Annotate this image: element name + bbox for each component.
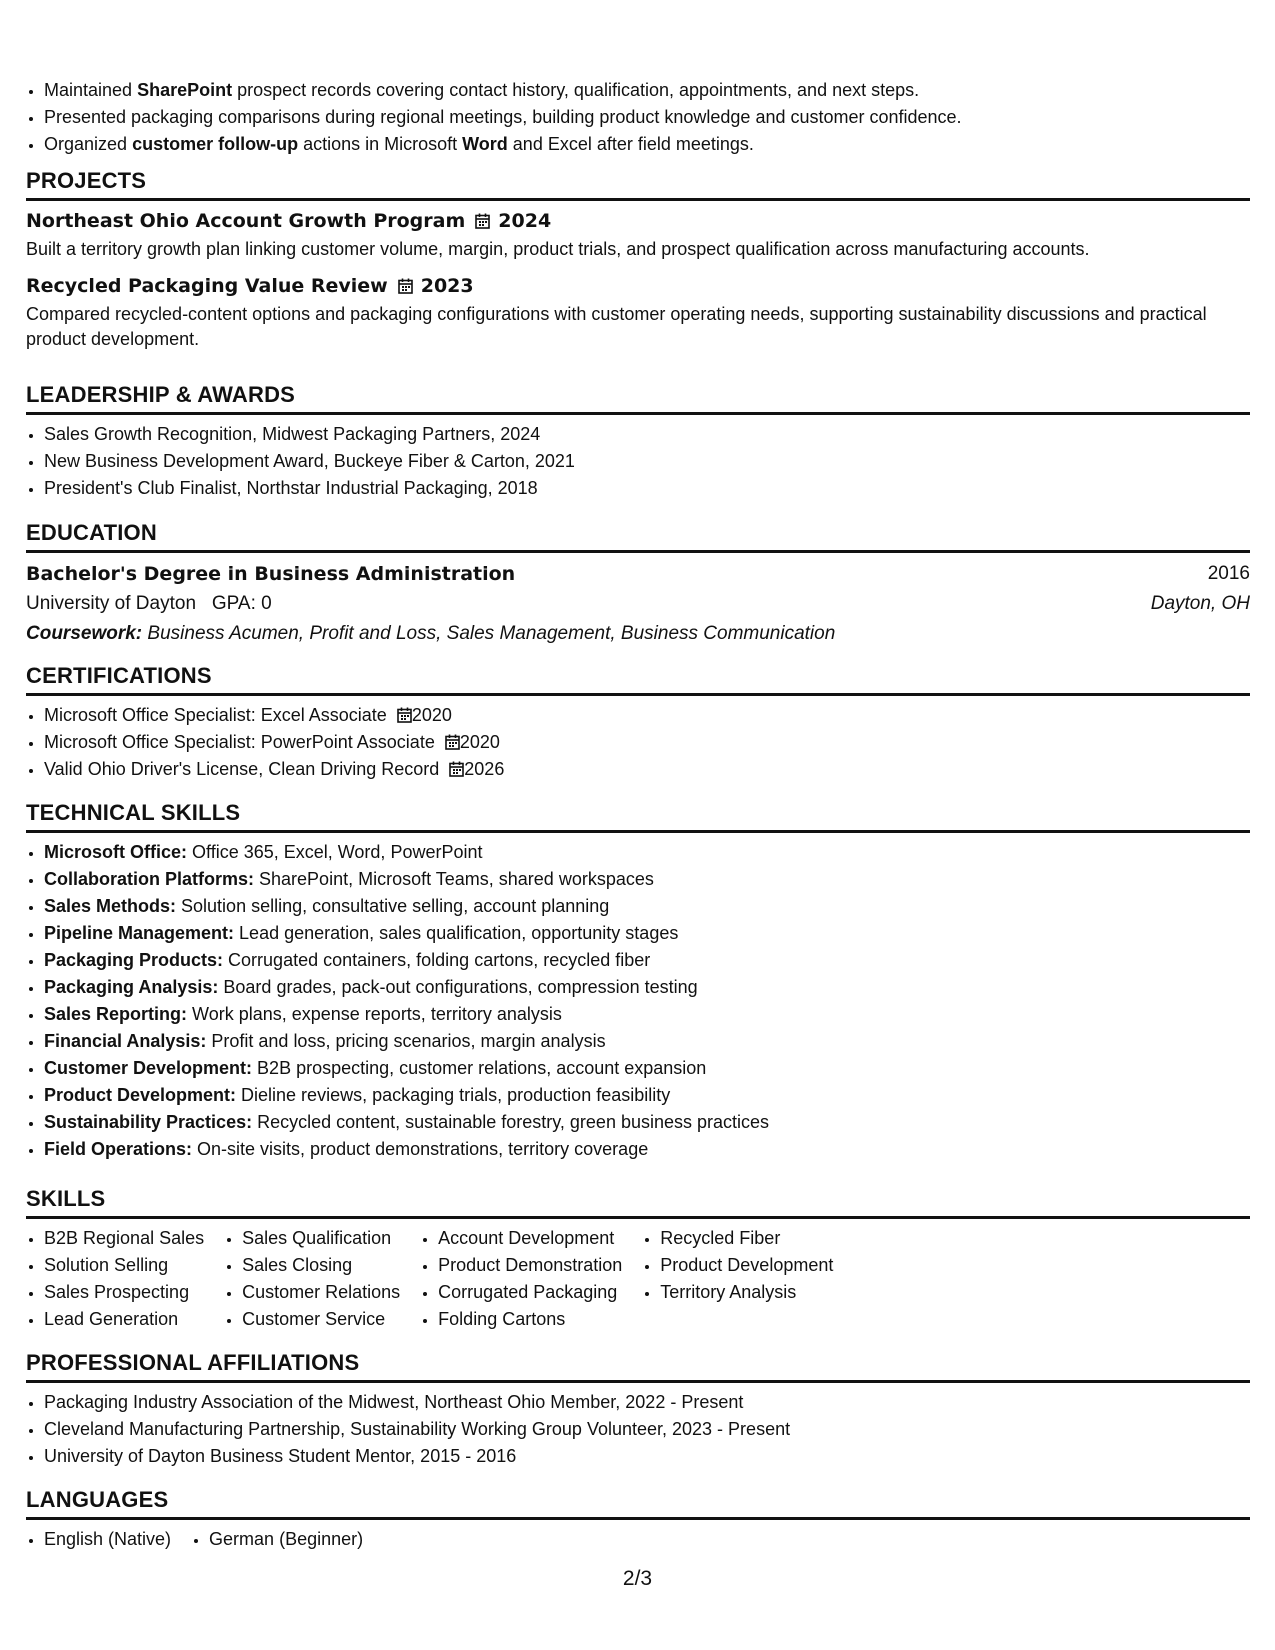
languages-section (26, 1485, 1250, 1553)
technical-skills-section (26, 798, 1250, 1163)
certifications-section (26, 661, 1250, 783)
list-item: • Customer Development: B2B prospecting, customer relations, account expansion (44, 1055, 1250, 1082)
education-section (26, 518, 1250, 649)
list-item: • Product Development: Dieline reviews, packaging trials, production feasibility (44, 1082, 1250, 1109)
education-degree-row (26, 559, 1250, 589)
section-title: PROFESSIONAL AFFILIATIONS (26, 1348, 1250, 1383)
list-item: • Account Development (438, 1225, 622, 1252)
page-number: 2/3 (622, 1567, 653, 1590)
calendar-icon (475, 213, 490, 229)
list-item: • Corrugated Packaging (438, 1279, 622, 1306)
section-title: PROJECTS (26, 166, 1250, 201)
list-item: • Packaging Industry Association of the Midwest, Northeast Ohio Member, 2022 - Present (44, 1389, 1250, 1416)
list-item: • Folding Cartons (438, 1306, 622, 1333)
project-description: Built a territory growth plan linking customer volume, margin, product trials, and prospect qualification across manufacturing accounts. (26, 239, 1090, 259)
coursework: Business Acumen, Profit and Loss, Sales Management, Business Communication (147, 623, 836, 644)
project-year: 2023 (420, 275, 474, 297)
list-item: • Territory Analysis (660, 1279, 833, 1306)
languages-column (191, 1526, 363, 1553)
list-item: • Product Demonstration (438, 1252, 622, 1279)
list-item: • Microsoft Office Specialist: Excel Associate 2020 (44, 702, 1250, 729)
list-item: • Sales Growth Recognition, Midwest Packaging Partners, 2024 (44, 421, 1250, 448)
list-item: • Sales Prospecting (44, 1279, 204, 1306)
list-item: • Microsoft Office: Office 365, Excel, Word, PowerPoint (44, 839, 1250, 866)
list-item: • B2B Regional Sales (44, 1225, 204, 1252)
section-title: SKILLS (26, 1184, 1250, 1219)
section-title: TECHNICAL SKILLS (26, 798, 1250, 833)
list-item: • Recycled Fiber (660, 1225, 833, 1252)
list-item: • Sales Closing (242, 1252, 400, 1279)
calendar-icon (449, 761, 464, 777)
project-title (26, 207, 1250, 235)
project-name: Northeast Ohio Account Growth Program (26, 210, 466, 232)
list-item: • Sustainability Practices: Recycled content, sustainable forestry, green business practices (44, 1109, 1250, 1136)
skills-section (26, 1184, 1250, 1333)
leadership-list (26, 421, 1250, 502)
calendar-icon (398, 278, 413, 294)
list-item: • Sales Methods: Solution selling, consultative selling, account planning (44, 893, 1250, 920)
list-item: • Cleveland Manufacturing Partnership, Sustainability Working Group Volunteer, 2023 - Present (44, 1416, 1250, 1443)
experience-bullet: • Maintained SharePoint prospect records covering contact history, qualification, appointments, and next steps. (44, 77, 1268, 104)
location: Dayton, OH (1150, 593, 1250, 614)
list-item: • Solution Selling (44, 1252, 204, 1279)
calendar-icon (445, 734, 460, 750)
education-school-row (26, 589, 1250, 619)
list-item: • Microsoft Office Specialist: PowerPoint Associate 2020 (44, 729, 1250, 756)
list-item: • Field Operations: On-site visits, product demonstrations, territory coverage (44, 1136, 1250, 1163)
list-item: • New Business Development Award, Buckeye Fiber & Carton, 2021 (44, 448, 1250, 475)
skills-columns (26, 1225, 1250, 1333)
list-item: • Pipeline Management: Lead generation, sales qualification, opportunity stages (44, 920, 1250, 947)
list-item: • German (Beginner) (209, 1526, 363, 1553)
project-year: 2024 (498, 210, 552, 232)
project-description: Compared recycled-content options and packaging configurations with customer operating needs, supporting sustainability discussions and practical product development. (26, 304, 1207, 349)
skills-column (642, 1225, 833, 1333)
section-title: LANGUAGES (26, 1485, 1250, 1520)
experience-bullets (26, 77, 1268, 158)
experience-bullet: • Organized customer follow-up actions in Microsoft Word and Excel after field meetings. (44, 131, 1268, 158)
list-item: • Lead Generation (44, 1306, 204, 1333)
list-item: • Collaboration Platforms: SharePoint, Microsoft Teams, shared workspaces (44, 866, 1250, 893)
list-item: • Packaging Products: Corrugated containers, folding cartons, recycled fiber (44, 947, 1250, 974)
skills-column (224, 1225, 400, 1333)
list-item: • Packaging Analysis: Board grades, pack-out configurations, compression testing (44, 974, 1250, 1001)
affiliations-section (26, 1348, 1250, 1470)
list-item: • Product Development (660, 1252, 833, 1279)
list-item: • Valid Ohio Driver's License, Clean Driving Record 2026 (44, 756, 1250, 783)
experience-bullet: • Presented packaging comparisons during regional meetings, building product knowledge and customer confidence. (44, 104, 1268, 131)
school: University of Dayton (26, 593, 197, 614)
list-item: • Sales Qualification (242, 1225, 400, 1252)
calendar-icon (397, 707, 412, 723)
coursework-label: Coursework: (26, 623, 143, 644)
graduation-year: 2016 (1207, 563, 1250, 584)
section-title: LEADERSHIP & AWARDS (26, 380, 1250, 415)
leadership-section (26, 380, 1250, 502)
list-item: • Customer Relations (242, 1279, 400, 1306)
list-item: • President's Club Finalist, Northstar Industrial Packaging, 2018 (44, 475, 1250, 502)
gpa: GPA: 0 (211, 593, 272, 614)
skills-column (26, 1225, 204, 1333)
languages-list (26, 1526, 1250, 1553)
section-title: CERTIFICATIONS (26, 661, 1250, 696)
skills-column (420, 1225, 622, 1333)
list-item: • Sales Reporting: Work plans, expense reports, territory analysis (44, 1001, 1250, 1028)
technical-skills-list (26, 839, 1250, 1163)
degree: Bachelor's Degree in Business Administration (26, 563, 516, 585)
affiliations-list (26, 1389, 1250, 1470)
list-item: • Customer Service (242, 1306, 400, 1333)
languages-column (26, 1526, 171, 1553)
project-title (26, 272, 1250, 300)
list-item: • University of Dayton Business Student Mentor, 2015 - 2016 (44, 1443, 1250, 1470)
list-item: • English (Native) (44, 1526, 171, 1553)
project-name: Recycled Packaging Value Review (26, 275, 388, 297)
projects-section (26, 166, 1250, 352)
coursework-row (26, 619, 1250, 649)
list-item: • Financial Analysis: Profit and loss, pricing scenarios, margin analysis (44, 1028, 1250, 1055)
section-title: EDUCATION (26, 518, 1250, 553)
certifications-list (26, 702, 1250, 783)
